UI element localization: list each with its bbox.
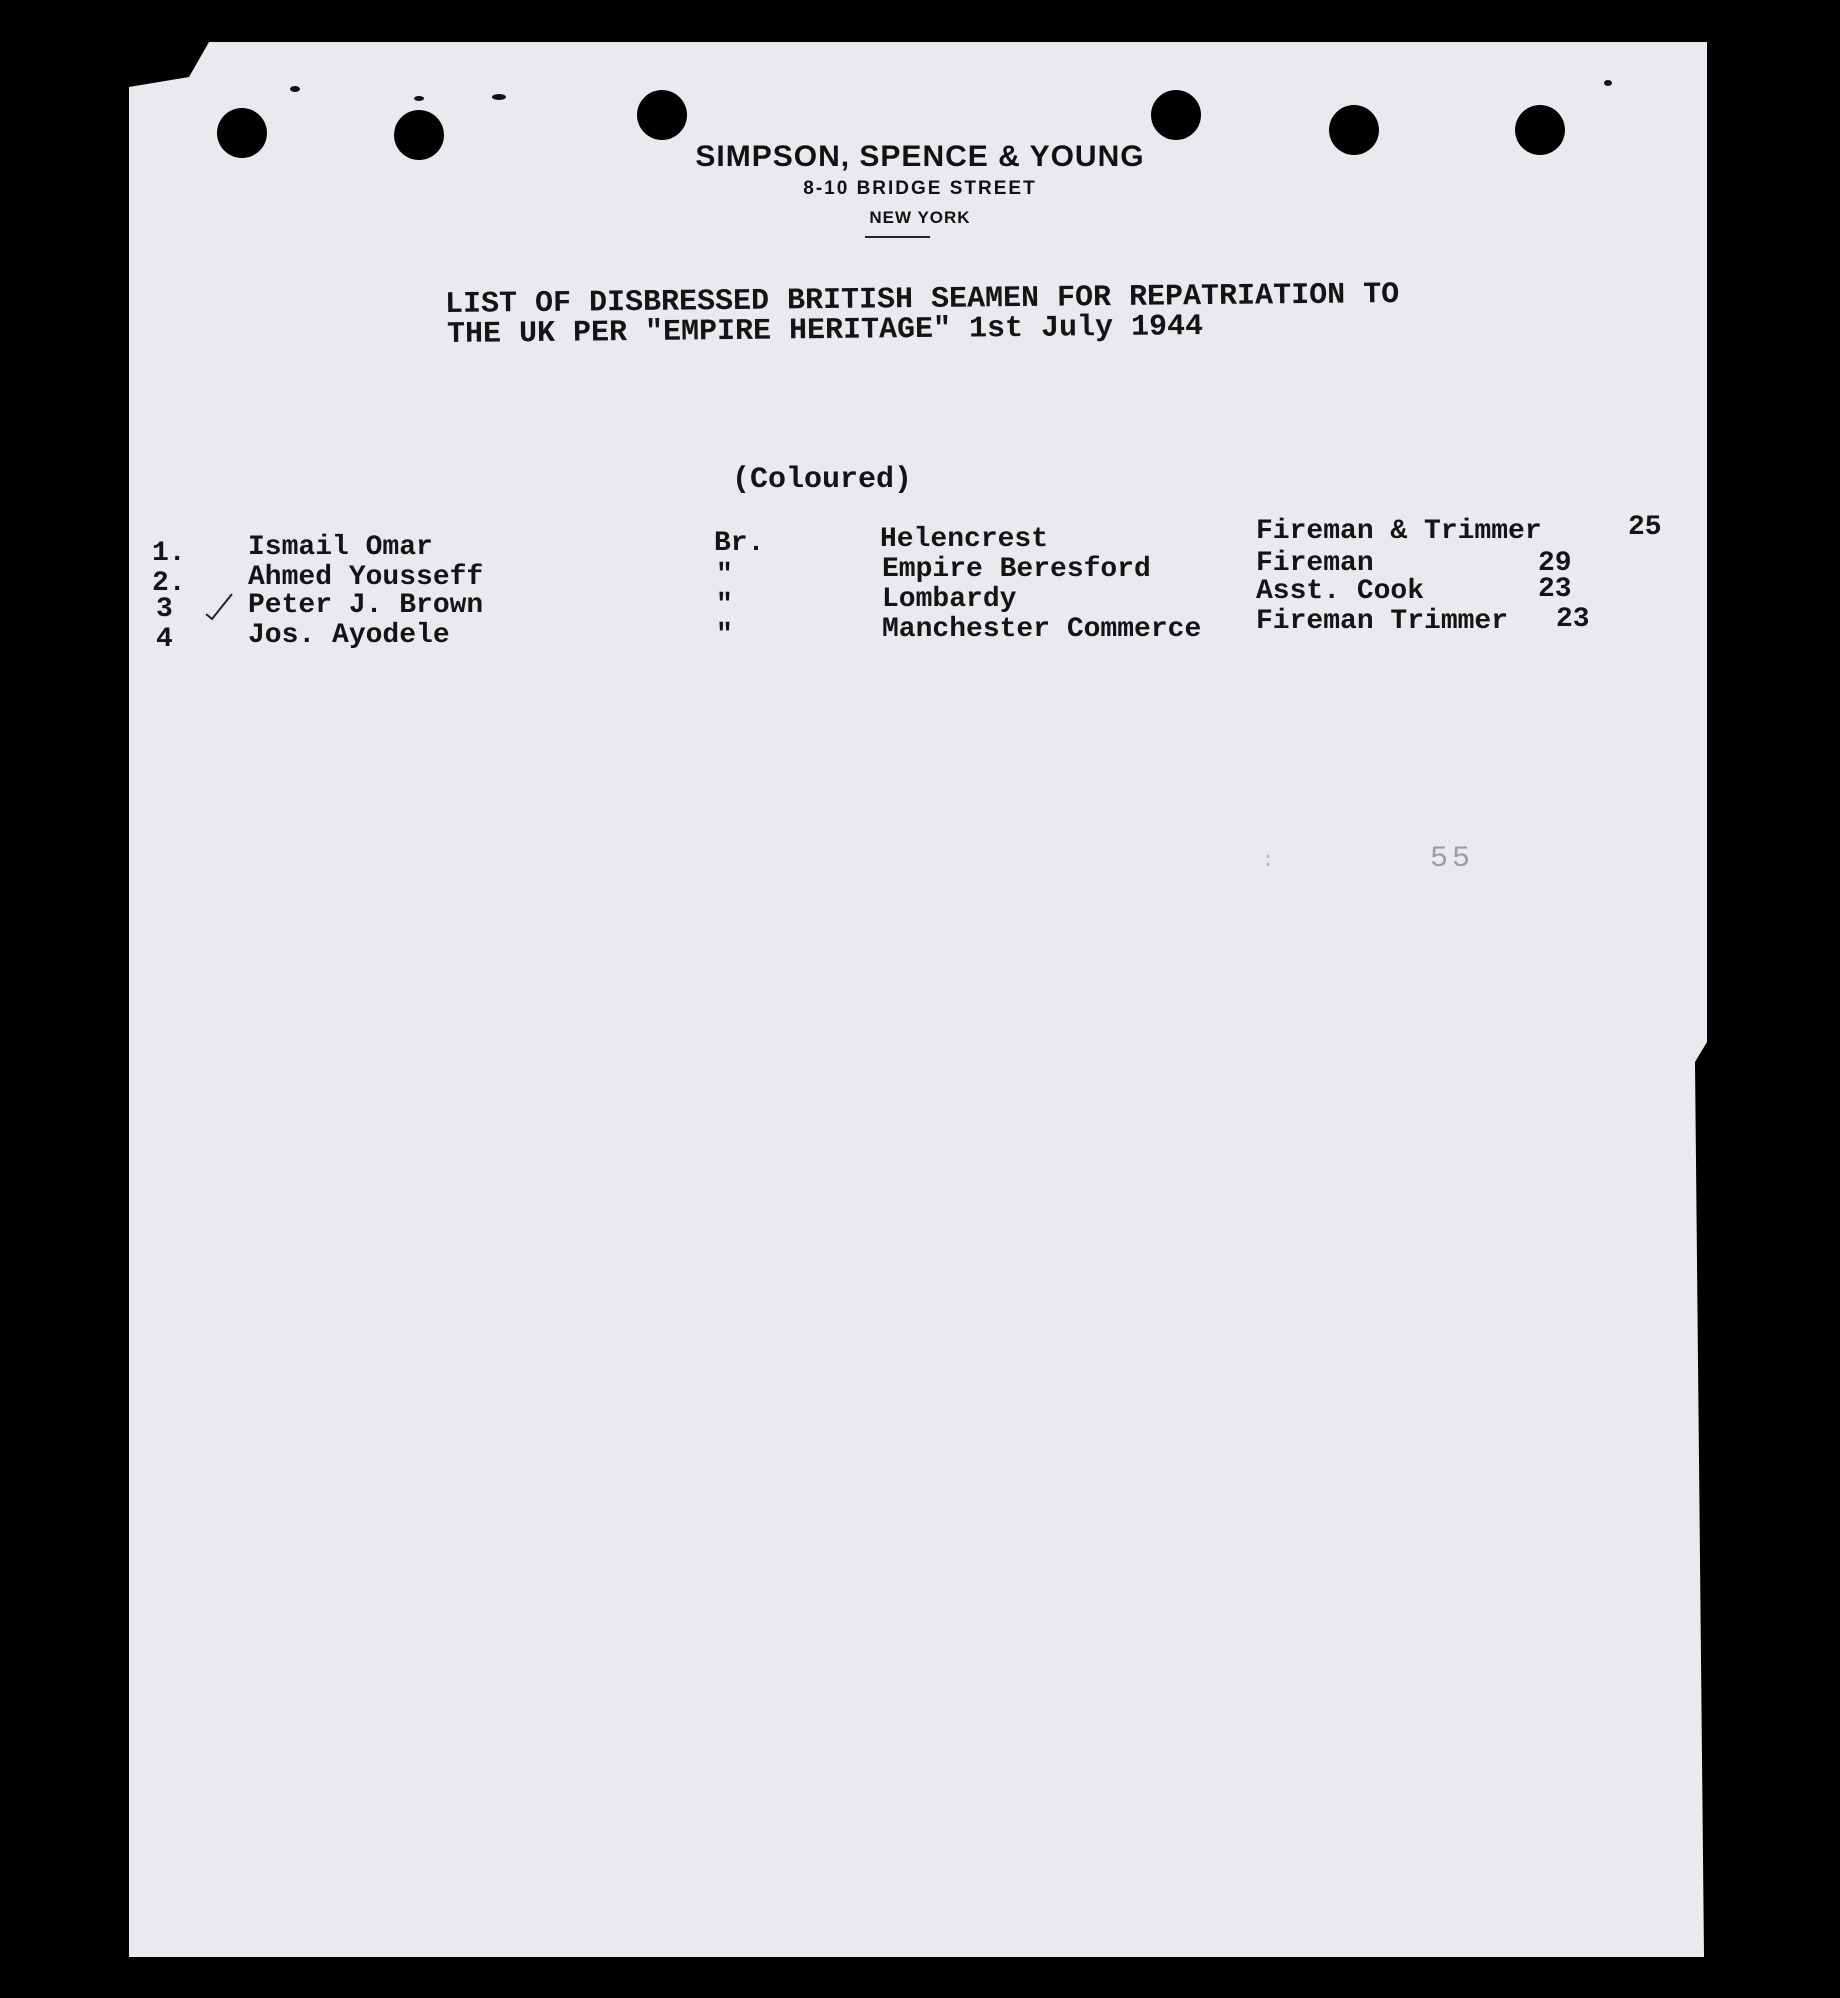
faint-stamp: : 55 [1262,842,1475,876]
punch-hole [1151,90,1201,140]
ink-speck [290,86,300,92]
entry-number: 3 [156,594,173,625]
punch-hole [637,90,687,140]
ship-name: Lombardy [882,584,1017,615]
seaman-name: Ahmed Yousseff [248,562,484,593]
ship-name: Helencrest [880,524,1049,555]
seaman-nationality: " [716,620,733,651]
ink-speck [1604,80,1612,86]
seaman-age: 29 [1538,548,1572,579]
letterhead-firm-name: SIMPSON, SPENCE & YOUNG [695,140,1145,173]
ink-speck [492,94,506,100]
document-subheading: (Coloured) [732,463,913,497]
seaman-rating: Fireman & Trimmer [1256,516,1542,547]
entry-number: 2. [152,568,186,599]
seaman-nationality: Br. [714,528,765,559]
seaman-rating: Asst. Cook [1256,576,1425,607]
seaman-age: 23 [1538,574,1572,605]
letterhead-city: NEW YORK [869,208,971,227]
seaman-rating: Fireman [1256,548,1374,579]
seaman-age: 23 [1556,604,1590,635]
document-title-line-1: LIST OF DISBRESSED BRITISH SEAMEN FOR REPATRIATION TO [444,278,1400,322]
seaman-name: Jos. Ayodele [248,620,450,651]
ink-speck [414,96,424,101]
seaman-name: Peter J. Brown [248,590,484,621]
seaman-nationality: " [716,560,733,591]
seaman-rating: Fireman Trimmer [1256,606,1509,637]
ship-name: Manchester Commerce [882,614,1202,645]
document-title-line-2: THE UK PER "EMPIRE HERITAGE" 1st July 1944 [446,310,1204,352]
ship-name: Empire Beresford [882,554,1151,585]
seaman-nationality: " [716,590,733,621]
entry-number: 4 [156,624,173,655]
letterhead-street: 8-10 BRIDGE STREET [803,178,1037,199]
checkmark-icon [204,592,234,622]
seaman-age: 25 [1628,512,1662,543]
letterhead-rule [865,236,930,238]
entry-number: 1. [152,538,186,569]
seaman-name: Ismail Omar [248,532,433,563]
